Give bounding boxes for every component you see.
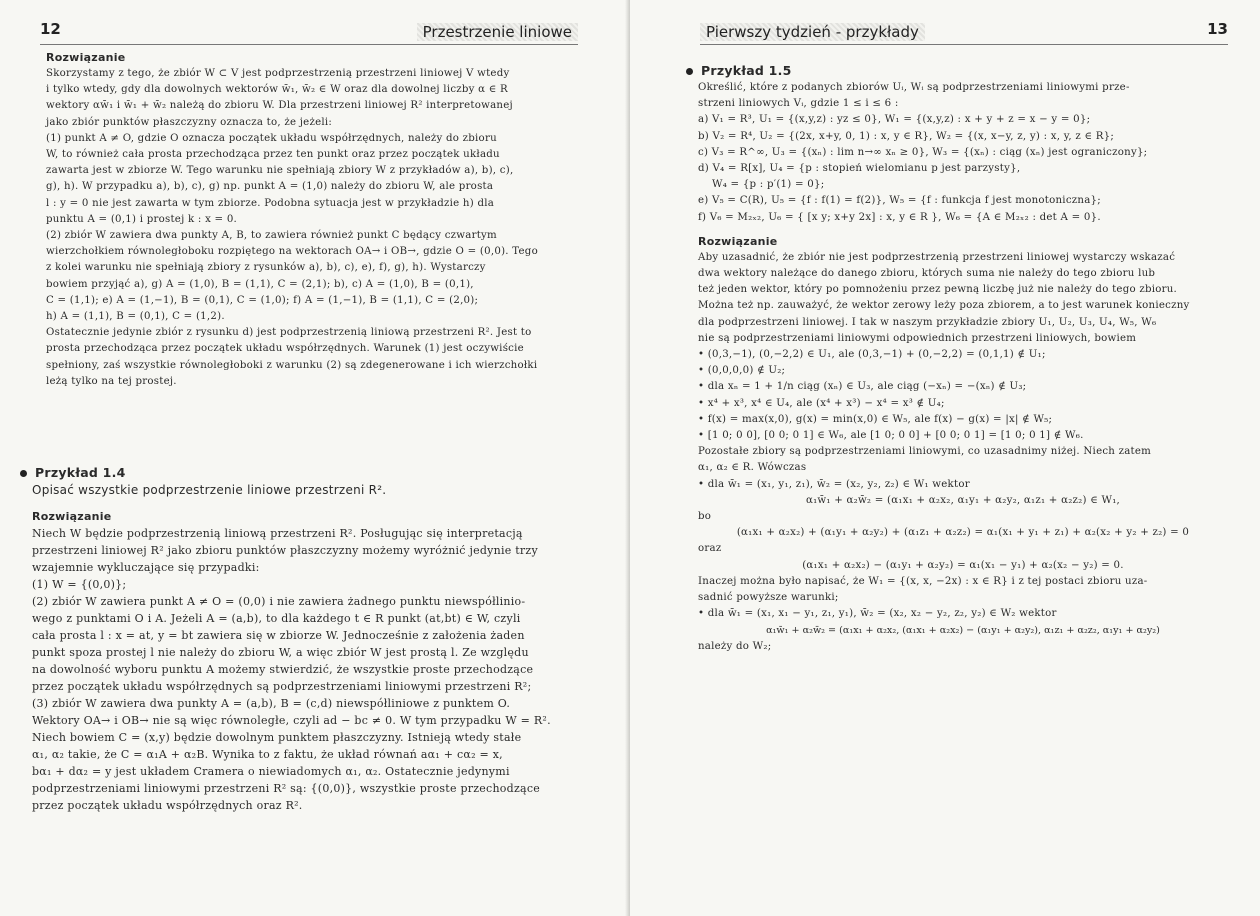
text-line: nie są podprzestrzeniami liniowymi odpowiednich przestrzeni liniowych, bowiem [698, 332, 1137, 344]
right-example-1-5 [698, 58, 1228, 655]
formula-line: (α₁x₁ + α₂x₂) − (α₁y₁ + α₂y₂) = α₁(x₁ − y₁) + α₂(x₂ − y₂) = 0. [802, 559, 1124, 571]
bullet-line: • (0,3,−1), (0,−2,2) ∈ U₁, ale (0,3,−1) + (0,−2,2) = (0,1,1) ∉ U₁; [698, 349, 1046, 361]
text-line: wierzchołkiem równoległoboku rozpiętego na wektorach OA→ i OB→, gdzie O = (0,0). Tego [46, 246, 538, 258]
text-line: należy do W₂; [698, 640, 772, 652]
left-top-section-label: Rozwiązanie [46, 51, 126, 64]
text-line: l : y = 0 nie jest zawarta w tym zbiorze. Podobna sytuacja jest w przykładzie h) dla [46, 197, 495, 209]
bullet-line: • (0,0,0,0) ∉ U₂; [698, 365, 786, 377]
bullet-line: • [1 0; 0 0], [0 0; 0 1] ∈ W₆, ale [1 0; 0 0] + [0 0; 0 1] = [1 0; 0 1] ∉ W₆. [698, 430, 1084, 442]
bullet-line: • f(x) = max(x,0), g(x) = min(x,0) ∈ W₅, ale f(x) − g(x) = |x| ∉ W₅; [698, 413, 1053, 425]
text-line: Ostatecznie jedynie zbiór z rysunku d) jest podprzestrzenią liniową przestrzeni R². Jest to [46, 327, 532, 339]
left-example-1-4 [32, 460, 570, 814]
text-line: bowiem przyjąć a), g) A = (1,0), B = (1,1), C = (2,1); b), c) A = (1,0), B = (0,1), [46, 278, 474, 290]
left-header-title: Przestrzenie liniowe [417, 23, 578, 41]
text-line: α₁, α₂ ∈ R. Wówczas [698, 462, 807, 474]
text-line: h) A = (1,1), B = (0,1), C = (1,2). [46, 311, 225, 323]
text-line: na dowolność wyboru punktu A możemy stwierdzić, że wszystkie proste przechodzące [32, 663, 534, 676]
bullet-line: • dla w̄₁ = (x₁, x₁ − y₁, z₁, y₁), w̄₂ = (x₂, x₂ − y₂, z₂, y₂) ∈ W₂ wektor [698, 608, 1057, 620]
text-line: sadnić powyższe warunki; [698, 592, 839, 604]
text-line: (2) zbiór W zawiera punkt A ≠ O = (0,0) i nie zawiera żadnego punktu niewspółlinio- [32, 595, 526, 608]
right-running-header [700, 20, 1228, 45]
bullet-line: • dla w̄₁ = (x₁, y₁, z₁), w̄₂ = (x₂, y₂, z₂) ∈ W₁ wektor [698, 478, 970, 490]
left-top-solution [46, 50, 570, 390]
text-line: Można też np. zauważyć, że wektor zerowy leży poza zbiorem, a to jest warunek konieczny [698, 300, 1190, 312]
text-line: g), h). W przypadku a), b), c), g) np. punkt A = (1,0) należy do zbioru W, ale prosta [46, 181, 494, 193]
example-title-text: Przykład 1.5 [701, 63, 792, 78]
text-line: (2) zbiór W zawiera dwa punkty A, B, to zawiera również punkt C będący czwartym [46, 230, 497, 242]
text-line: Inaczej można było napisać, że W₁ = {(x, x, −2x) : x ∈ R} i z tej postaci zbioru uza- [698, 575, 1148, 587]
text-line: i tylko wtedy, gdy dla dowolnych wektorów w̄₁, w̄₂ ∈ W oraz dla dowolnej liczby α ∈ R [46, 84, 508, 96]
text-line: (1) punkt A ≠ O, gdzie O oznacza początek układu współrzędnych, należy do zbioru [46, 132, 497, 144]
text-line: zawarta jest w zbiorze W. Tego warunku nie spełniają zbiory W z przykładów a), b), c), [46, 165, 514, 177]
text-line: (1) W = {(0,0)}; [32, 578, 127, 591]
task-item: e) V₅ = C(R), U₅ = {f : f(1) = f(2)}, W₅ = {f : funkcja f jest monotoniczna}; [698, 195, 1101, 207]
text-line: punktu A = (0,1) i prostej k : x = 0. [46, 213, 238, 225]
text-line: z kolei warunku nie spełniają zbiory z rysunków a), b), c), e), f), g), h). Wystarczy [46, 262, 486, 274]
formula-line: α₁w̄₁ + α₂w̄₂ = (α₁x₁ + α₂x₂, (α₁x₁ + α₂x₂) − (α₁y₁ + α₂y₂), α₁z₁ + α₂z₂, α₁y₁ + α₂y₂) [766, 624, 1160, 636]
task-item: b) V₂ = R⁴, U₂ = {(2x, x+y, 0, 1) : x, y ∈ R}, W₂ = {(x, x−y, z, y) : x, y, z ∈ R}; [698, 130, 1115, 142]
text-line: też jeden wektor, który po pomnożeniu przez pewną liczbę już nie należy do tego zbioru. [698, 284, 1178, 296]
text-line: spełniony, zaś wszystkie równoległoboki z warunku (2) są zdegenerowane i ich wierzchołki [46, 359, 538, 371]
task-item: W₄ = {p : p′(1) = 0}; [712, 179, 825, 191]
left-page-number: 12 [40, 20, 61, 38]
text-line: punkt spoza prostej l nie należy do zbioru W, a więc zbiór W jest prostą l. Ze względu [32, 646, 529, 659]
text-line: dla podprzestrzeni liniowej. I tak w naszym przykładzie zbiory U₁, U₂, U₃, U₄, W₅, W₆ [698, 316, 1157, 328]
text-line: Wektory OA→ i OB→ nie są więc równoległe, czyli ad − bc ≠ 0. W tym przypadku W = R². [32, 714, 551, 727]
text-line: podprzestrzeniami liniowymi przestrzeni R² są: {(0,0)}, wszystkie proste przechodzące [32, 782, 540, 795]
text-line: Aby uzasadnić, że zbiór nie jest podprzestrzenią przestrzeni liniowej wystarczy wskazać [698, 251, 1176, 263]
formula-line: α₁w̄₁ + α₂w̄₂ = (α₁x₁ + α₂x₂, α₁y₁ + α₂y₂, α₁z₁ + α₂z₂) ∈ W₁, [805, 494, 1121, 506]
text-line: wektory αw̄₁ i w̄₁ + w̄₂ należą do zbioru W. Dla przestrzeni liniowej R² interpretowanej [46, 100, 513, 112]
example-title [698, 62, 1228, 80]
text-line: wego z punktami O i A. Jeżeli A = (a,b), to dla każdego t ∈ R punkt (at,bt) ∈ W, czyli [32, 612, 521, 625]
text-line: W, to również cała prosta przechodząca przez ten punkt oraz przez początek układu [46, 149, 500, 161]
left-running-header [40, 20, 578, 45]
text-line: α₁, α₂ takie, że C = α₁A + α₂B. Wynika to z faktu, że układ równań aα₁ + cα₂ = x, [32, 748, 503, 761]
task-line: Określić, które z podanych zbiorów Uᵢ, Wᵢ są podprzestrzeniami liniowymi prze- [698, 82, 1130, 93]
bullet-line: • x⁴ + x³, x⁴ ∈ U₄, ale (x⁴ + x³) − x⁴ = x³ ∉ U₄; [698, 397, 945, 409]
text-line: dwa wektory należące do danego zbioru, których suma nie należy do tego zbioru lub [698, 268, 1156, 280]
example-task: Opisać wszystkie podprzestrzenie liniowe przestrzeni R². [32, 483, 387, 497]
text-line: bo [698, 511, 712, 523]
task-item: f) V₆ = M₂ₓ₂, U₆ = { [x y; x+y 2x] : x, y ∈ R }, W₆ = {A ∈ M₂ₓ₂ : det A = 0}. [698, 211, 1101, 223]
text-line: Skorzystamy z tego, że zbiór W ⊂ V jest podprzestrzenią przestrzeni liniowej V wtedy [46, 68, 510, 79]
text-line: wzajemnie wykluczające się przypadki: [32, 561, 260, 574]
text-line: Pozostałe zbiory są podprzestrzeniami liniowymi, co uzasadnimy niżej. Niech zatem [698, 446, 1152, 458]
text-line: Niech W będzie podprzestrzenią liniową przestrzeni R². Posługując się interpretacją [32, 527, 523, 540]
formula-line: (α₁x₁ + α₂x₂) + (α₁y₁ + α₂y₂) + (α₁z₁ + α₂z₂) = α₁(x₁ + y₁ + z₁) + α₂(x₂ + y₂ + z₂) = 0 [736, 527, 1190, 539]
task-item: d) V₄ = R[x], U₄ = {p : stopień wielomianu p jest parzysty}, [698, 163, 1021, 175]
task-item: a) V₁ = R³, U₁ = {(x,y,z) : yz ≤ 0}, W₁ = {(x,y,z) : x + y + z = x − y = 0}; [698, 114, 1091, 126]
right-section-label: Rozwiązanie [698, 234, 778, 248]
bullet-icon [686, 68, 693, 75]
right-header-title: Pierwszy tydzień - przykłady [700, 23, 925, 41]
task-line: strzeni liniowych Vᵢ, gdzie 1 ≤ i ≤ 6 : [698, 98, 899, 110]
text-line: C = (1,1); e) A = (1,−1), B = (0,1), C = (1,0); f) A = (1,−1), B = (1,1), C = (2,0); [46, 294, 479, 306]
text-line: bα₁ + dα₂ = y jest układem Cramera o niewiadomych α₁, α₂. Ostatecznie jedynymi [32, 765, 510, 778]
text-line: przez początek układu współrzędnych oraz R². [32, 799, 303, 812]
bullet-icon [20, 470, 27, 477]
text-line: Niech bowiem C = (x,y) będzie dowolnym punktem płaszczyzny. Istnieją wtedy stałe [32, 731, 522, 744]
right-page-number: 13 [1207, 20, 1228, 38]
text-line: prosta przechodząca przez początek układu współrzędnych. Warunek (1) jest oczywiście [46, 343, 524, 355]
text-line: oraz [698, 543, 722, 555]
task-item: c) V₃ = R^∞, U₃ = {(xₙ) : lim n→∞ xₙ ≥ 0}, W₃ = {(xₙ) : ciąg (xₙ) jest ograniczony}; [698, 146, 1148, 158]
text-line: jako zbiór punktów płaszczyzny oznacza to, że jeżeli: [46, 116, 333, 128]
text-line: przestrzeni liniowej R² jako zbioru punktów płaszczyzny możemy wyróżnić jedynie trzy [32, 544, 538, 557]
text-line: cała prosta l : x = at, y = bt zawiera się w zbiorze W. Jednocześnie z założenia żaden [32, 629, 525, 642]
text-line: leżą tylko na tej prostej. [46, 375, 177, 387]
example-title [32, 464, 570, 482]
bullet-line: • dla xₙ = 1 + 1/n ciąg (xₙ) ∈ U₃, ale ciąg (−xₙ) = −(xₙ) ∉ U₃; [698, 381, 1027, 393]
example-title-text: Przykład 1.4 [35, 465, 126, 480]
text-line: przez początek układu współrzędnych są podprzestrzeniami liniowymi przestrzeni R²; [32, 680, 532, 693]
text-line: (3) zbiór W zawiera dwa punkty A = (a,b), B = (c,d) niewspółliniowe z punktem O. [32, 697, 511, 710]
left-bottom-section-label: Rozwiązanie [32, 510, 112, 523]
right-page [630, 0, 1260, 916]
